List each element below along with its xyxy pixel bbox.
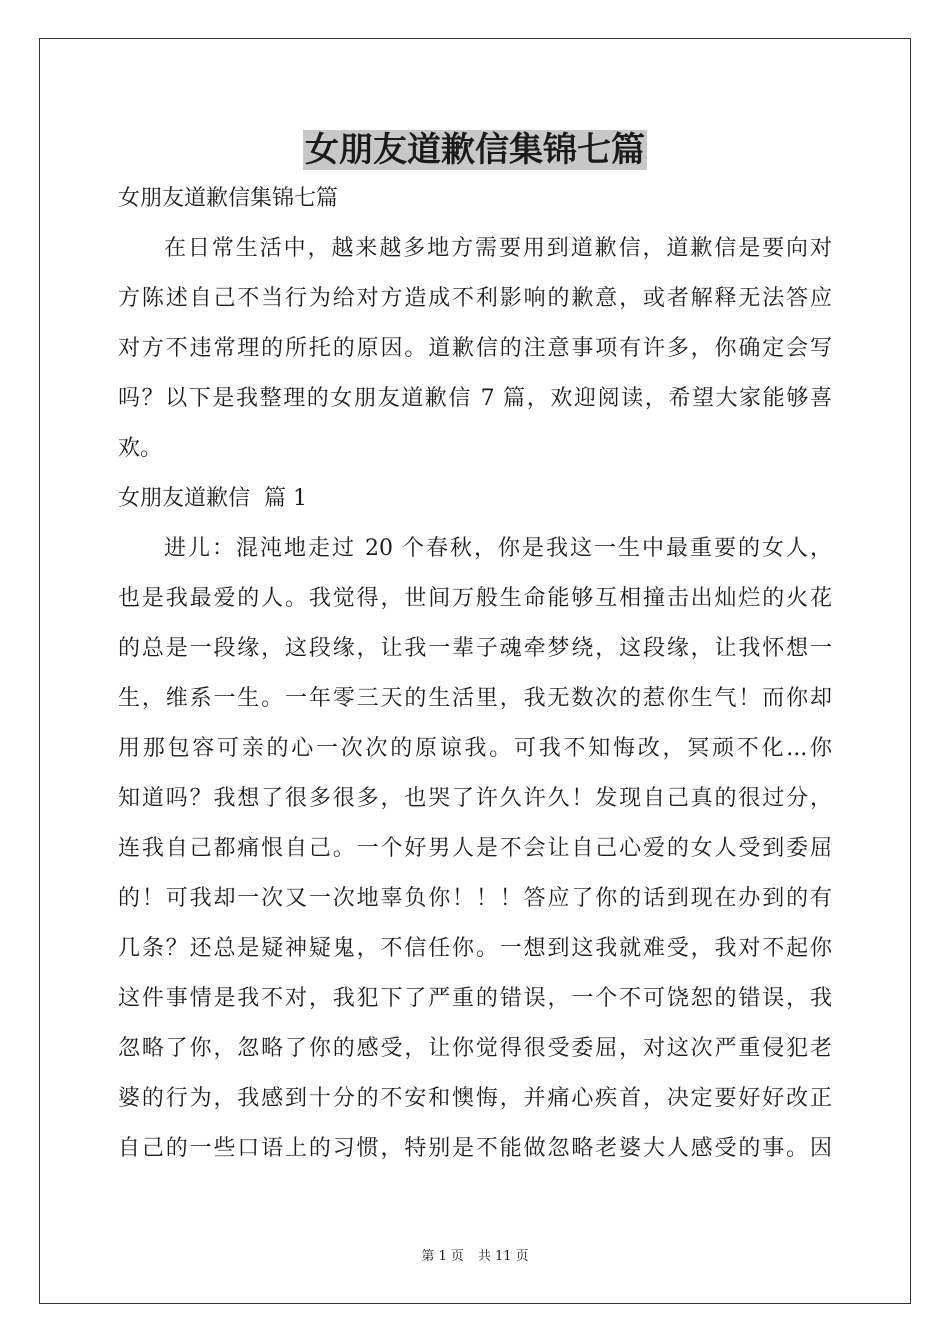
body-line: 用那包容可亲的心一次次的原谅我。可我不知悔改，冥顽不化...你	[118, 736, 832, 761]
body-line: 的总是一段缘，这段缘，让我一辈子魂牵梦绕，这段缘，让我怀想一	[118, 636, 832, 661]
body-line: 的！可我却一次又一次地辜负你！！！答应了你的话到现在办到的有	[118, 886, 832, 911]
body-line: 生，维系一生。一年零三天的生活里，我无数次的惹你生气！而你却	[118, 686, 832, 711]
intro-line: 对方不违常理的所托的原因。道歉信的注意事项有许多，你确定会写	[118, 336, 832, 361]
section-heading: 女朋友道歉信 篇 1	[118, 486, 307, 511]
body-line: 婆的行为，我感到十分的不安和懊悔，并痛心疾首，决定要好好改正	[118, 1086, 832, 1111]
document-title-text: 女朋友道歉信集锦七篇	[305, 130, 645, 170]
document-title	[0, 128, 950, 172]
body-line: 自己的一些口语上的习惯，特别是不能做忽略老婆大人感受的事。因	[118, 1136, 832, 1161]
document-subtitle: 女朋友道歉信集锦七篇	[118, 186, 339, 211]
intro-line: 欢。	[118, 436, 163, 461]
intro-line: 吗？以下是我整理的女朋友道歉信 7 篇，欢迎阅读，希望大家能够喜	[118, 386, 832, 411]
body-line: 也是我最爱的人。我觉得，世间万般生命能够互相撞击出灿烂的火花	[118, 586, 832, 611]
body-line: 几条？还总是疑神疑鬼，不信任你。一想到这我就难受，我对不起你	[118, 936, 832, 961]
page-number: 第 1 页	[421, 1249, 464, 1264]
body-line: 忽略了你，忽略了你的感受，让你觉得很受委屈，对这次严重侵犯老	[118, 1036, 832, 1061]
intro-line: 方陈述自己不当行为给对方造成不利影响的歉意，或者解释无法答应	[118, 286, 832, 311]
page-footer	[0, 1248, 950, 1266]
intro-line: 在日常生活中，越来越多地方需要用到道歉信，道歉信是要向对	[164, 236, 832, 261]
page-total: 共 11 页	[477, 1249, 529, 1264]
page-border	[39, 38, 911, 1304]
body-line: 进儿：混沌地走过 20 个春秋，你是我这一生中最重要的女人，	[164, 536, 832, 561]
body-line: 这件事情是我不对，我犯下了严重的错误，一个不可饶恕的错误，我	[118, 986, 832, 1011]
body-line: 连我自己都痛恨自己。一个好男人是不会让自己心爱的女人受到委屈	[118, 836, 832, 861]
body-line: 知道吗？我想了很多很多，也哭了许久许久！发现自己真的很过分，	[118, 786, 832, 811]
